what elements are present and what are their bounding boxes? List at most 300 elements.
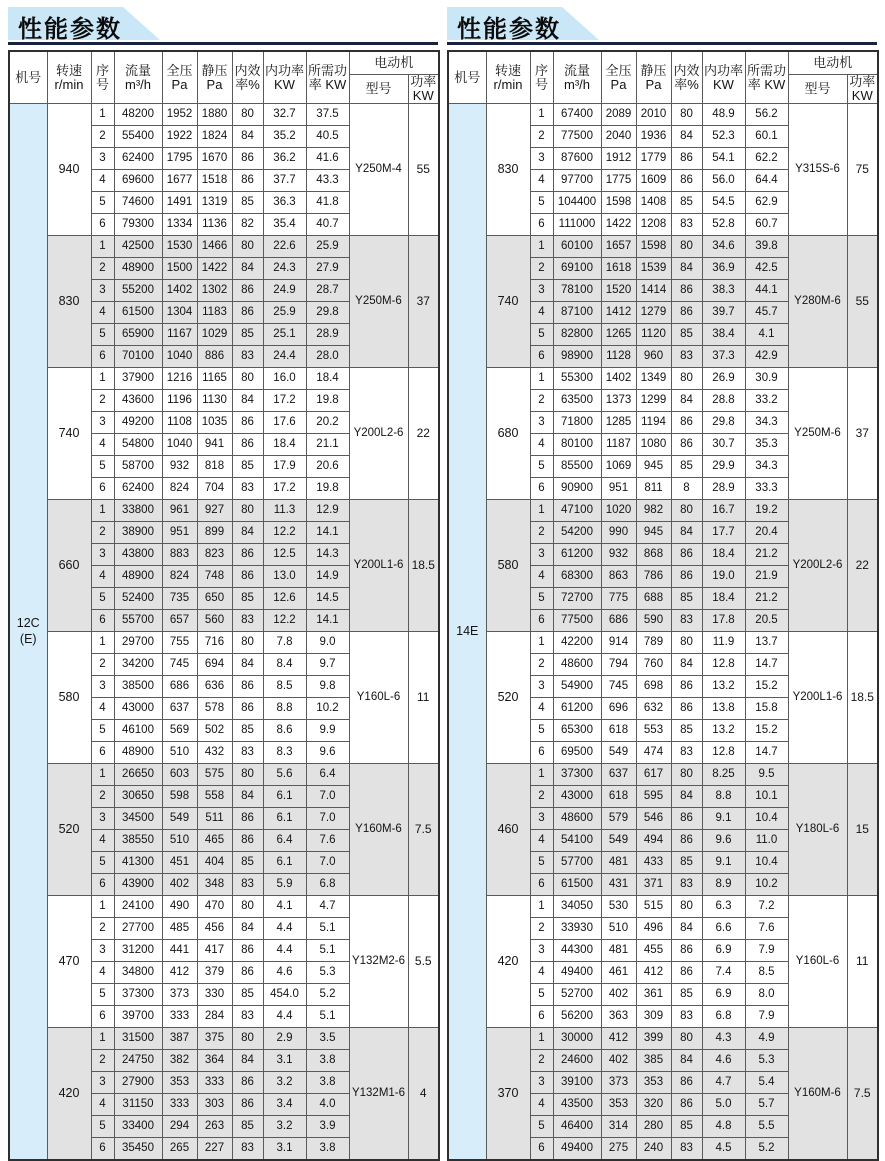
header-speed: 转速 r/min xyxy=(47,51,91,104)
cell-required-power: 10.2 xyxy=(745,874,788,896)
cell-static-pressure: 982 xyxy=(636,500,671,522)
cell-total-pressure: 1618 xyxy=(601,258,636,280)
cell-flow: 31200 xyxy=(114,940,162,962)
cell-required-power: 5.7 xyxy=(745,1094,788,1116)
cell-static-pressure: 2010 xyxy=(636,104,671,126)
cell-required-power: 28.9 xyxy=(306,324,349,346)
cell-efficiency: 86 xyxy=(232,434,263,456)
cell-required-power: 10.4 xyxy=(745,808,788,830)
cell-required-power: 21.1 xyxy=(306,434,349,456)
cell-required-power: 7.6 xyxy=(306,830,349,852)
cell-seq: 2 xyxy=(91,1050,114,1072)
cell-efficiency: 86 xyxy=(671,434,702,456)
cell-internal-power: 28.9 xyxy=(702,478,745,500)
cell-motor-model: Y200L1-6 xyxy=(349,500,408,632)
cell-internal-power: 7.4 xyxy=(702,962,745,984)
cell-seq: 6 xyxy=(91,874,114,896)
cell-efficiency: 80 xyxy=(671,236,702,258)
cell-required-power: 3.8 xyxy=(306,1050,349,1072)
cell-efficiency: 83 xyxy=(232,1006,263,1028)
cell-seq: 1 xyxy=(530,236,553,258)
cell-flow: 35450 xyxy=(114,1138,162,1161)
cell-static-pressure: 303 xyxy=(197,1094,232,1116)
cell-required-power: 62.9 xyxy=(745,192,788,214)
cell-seq: 4 xyxy=(530,698,553,720)
cell-motor-power: 37 xyxy=(408,236,439,368)
cell-required-power: 5.1 xyxy=(306,940,349,962)
cell-efficiency: 86 xyxy=(671,302,702,324)
cell-total-pressure: 990 xyxy=(601,522,636,544)
cell-seq: 3 xyxy=(91,544,114,566)
cell-efficiency: 85 xyxy=(671,1116,702,1138)
cell-efficiency: 80 xyxy=(671,1028,702,1050)
cell-efficiency: 86 xyxy=(232,170,263,192)
cell-efficiency: 86 xyxy=(671,280,702,302)
cell-required-power: 14.9 xyxy=(306,566,349,588)
cell-efficiency: 86 xyxy=(232,962,263,984)
cell-required-power: 5.5 xyxy=(745,1116,788,1138)
cell-required-power: 4.7 xyxy=(306,896,349,918)
cell-static-pressure: 371 xyxy=(636,874,671,896)
cell-internal-power: 7.8 xyxy=(263,632,306,654)
cell-static-pressure: 364 xyxy=(197,1050,232,1072)
cell-seq: 3 xyxy=(530,940,553,962)
cell-flow: 90900 xyxy=(553,478,601,500)
cell-motor-power: 55 xyxy=(847,236,878,368)
cell-flow: 42200 xyxy=(553,632,601,654)
cell-internal-power: 8.4 xyxy=(263,654,306,676)
cell-efficiency: 80 xyxy=(232,368,263,390)
cell-efficiency: 86 xyxy=(671,1094,702,1116)
cell-flow: 38550 xyxy=(114,830,162,852)
cell-flow: 54100 xyxy=(553,830,601,852)
cell-static-pressure: 694 xyxy=(197,654,232,676)
cell-seq: 2 xyxy=(91,390,114,412)
cell-static-pressure: 1349 xyxy=(636,368,671,390)
cell-internal-power: 5.6 xyxy=(263,764,306,786)
cell-total-pressure: 1500 xyxy=(162,258,197,280)
cell-static-pressure: 399 xyxy=(636,1028,671,1050)
cell-static-pressure: 868 xyxy=(636,544,671,566)
cell-total-pressure: 657 xyxy=(162,610,197,632)
cell-static-pressure: 560 xyxy=(197,610,232,632)
cell-flow: 61500 xyxy=(114,302,162,324)
cell-total-pressure: 481 xyxy=(601,852,636,874)
cell-speed: 830 xyxy=(47,236,91,368)
cell-motor-power: 37 xyxy=(847,368,878,500)
cell-total-pressure: 1040 xyxy=(162,346,197,368)
cell-seq: 2 xyxy=(91,522,114,544)
cell-total-pressure: 824 xyxy=(162,478,197,500)
cell-static-pressure: 823 xyxy=(197,544,232,566)
cell-seq: 3 xyxy=(91,808,114,830)
cell-static-pressure: 511 xyxy=(197,808,232,830)
cell-required-power: 14.7 xyxy=(745,654,788,676)
cell-required-power: 9.6 xyxy=(306,742,349,764)
cell-efficiency: 86 xyxy=(232,280,263,302)
cell-internal-power: 4.6 xyxy=(263,962,306,984)
cell-flow: 24100 xyxy=(114,896,162,918)
cell-seq: 6 xyxy=(91,1138,114,1161)
cell-efficiency: 84 xyxy=(232,390,263,412)
cell-efficiency: 8 xyxy=(671,478,702,500)
cell-flow: 57700 xyxy=(553,852,601,874)
cell-flow: 78100 xyxy=(553,280,601,302)
cell-efficiency: 84 xyxy=(232,258,263,280)
cell-flow: 71800 xyxy=(553,412,601,434)
cell-seq: 1 xyxy=(530,764,553,786)
header-speed: 转速 r/min xyxy=(486,51,530,104)
cell-required-power: 20.4 xyxy=(745,522,788,544)
cell-static-pressure: 1183 xyxy=(197,302,232,324)
cell-efficiency: 85 xyxy=(232,456,263,478)
cell-motor-model: Y132M1-6 xyxy=(349,1028,408,1161)
cell-seq: 4 xyxy=(91,170,114,192)
cell-static-pressure: 650 xyxy=(197,588,232,610)
cell-static-pressure: 632 xyxy=(636,698,671,720)
cell-flow: 33930 xyxy=(553,918,601,940)
cell-internal-power: 6.8 xyxy=(702,1006,745,1028)
cell-total-pressure: 932 xyxy=(601,544,636,566)
cell-total-pressure: 549 xyxy=(601,830,636,852)
cell-total-pressure: 481 xyxy=(601,940,636,962)
cell-static-pressure: 1422 xyxy=(197,258,232,280)
cell-static-pressure: 590 xyxy=(636,610,671,632)
cell-internal-power: 24.9 xyxy=(263,280,306,302)
cell-seq: 1 xyxy=(91,236,114,258)
cell-flow: 48200 xyxy=(114,104,162,126)
header-motor: 电动机 xyxy=(349,51,439,75)
cell-total-pressure: 745 xyxy=(601,676,636,698)
cell-static-pressure: 1319 xyxy=(197,192,232,214)
cell-internal-power: 38.3 xyxy=(702,280,745,302)
cell-speed: 740 xyxy=(47,368,91,500)
cell-internal-power: 17.9 xyxy=(263,456,306,478)
cell-seq: 5 xyxy=(530,1116,553,1138)
cell-flow: 27900 xyxy=(114,1072,162,1094)
cell-efficiency: 83 xyxy=(232,742,263,764)
cell-efficiency: 86 xyxy=(671,148,702,170)
cell-flow: 39700 xyxy=(114,1006,162,1028)
cell-flow: 58700 xyxy=(114,456,162,478)
cell-static-pressure: 927 xyxy=(197,500,232,522)
cell-static-pressure: 455 xyxy=(636,940,671,962)
cell-static-pressure: 470 xyxy=(197,896,232,918)
cell-internal-power: 39.7 xyxy=(702,302,745,324)
cell-flow: 26650 xyxy=(114,764,162,786)
header-total-pressure: 全压 Pa xyxy=(162,51,197,104)
cell-internal-power: 22.6 xyxy=(263,236,306,258)
cell-total-pressure: 1334 xyxy=(162,214,197,236)
cell-motor-model: Y132M2-6 xyxy=(349,896,408,1028)
cell-required-power: 41.8 xyxy=(306,192,349,214)
cell-required-power: 7.9 xyxy=(745,940,788,962)
cell-static-pressure: 1279 xyxy=(636,302,671,324)
cell-motor-power: 11 xyxy=(847,896,878,1028)
cell-required-power: 25.9 xyxy=(306,236,349,258)
data-row xyxy=(448,104,878,126)
cell-total-pressure: 402 xyxy=(162,874,197,896)
cell-internal-power: 18.4 xyxy=(702,544,745,566)
cell-static-pressure: 309 xyxy=(636,1006,671,1028)
cell-motor-power: 7.5 xyxy=(408,764,439,896)
cell-internal-power: 4.5 xyxy=(702,1138,745,1161)
cell-required-power: 19.8 xyxy=(306,390,349,412)
data-row xyxy=(9,632,439,654)
cell-total-pressure: 382 xyxy=(162,1050,197,1072)
cell-seq: 1 xyxy=(530,1028,553,1050)
cell-internal-power: 36.9 xyxy=(702,258,745,280)
section-title-block xyxy=(8,5,438,45)
cell-internal-power: 38.4 xyxy=(702,324,745,346)
cell-seq: 5 xyxy=(91,324,114,346)
cell-efficiency: 86 xyxy=(232,412,263,434)
cell-efficiency: 83 xyxy=(671,346,702,368)
cell-seq: 5 xyxy=(530,720,553,742)
cell-static-pressure: 1539 xyxy=(636,258,671,280)
cell-internal-power: 6.3 xyxy=(702,896,745,918)
cell-internal-power: 4.4 xyxy=(263,1006,306,1028)
cell-seq: 4 xyxy=(530,1094,553,1116)
cell-seq: 3 xyxy=(530,412,553,434)
cell-efficiency: 84 xyxy=(671,522,702,544)
header-motor-power: 功率 KW xyxy=(408,75,439,104)
data-row xyxy=(9,104,439,126)
cell-static-pressure: 1598 xyxy=(636,236,671,258)
cell-flow: 37900 xyxy=(114,368,162,390)
cell-total-pressure: 402 xyxy=(601,984,636,1006)
cell-efficiency: 86 xyxy=(671,676,702,698)
cell-static-pressure: 330 xyxy=(197,984,232,1006)
cell-flow: 62400 xyxy=(114,148,162,170)
cell-total-pressure: 579 xyxy=(601,808,636,830)
cell-required-power: 4.9 xyxy=(745,1028,788,1050)
cell-efficiency: 80 xyxy=(671,368,702,390)
header-total-pressure: 全压 Pa xyxy=(601,51,636,104)
cell-efficiency: 85 xyxy=(232,852,263,874)
cell-flow: 55400 xyxy=(114,126,162,148)
cell-internal-power: 52.8 xyxy=(702,214,745,236)
cell-seq: 6 xyxy=(91,610,114,632)
cell-total-pressure: 461 xyxy=(601,962,636,984)
cell-internal-power: 3.2 xyxy=(263,1072,306,1094)
cell-motor-model: Y160M-6 xyxy=(349,764,408,896)
cell-internal-power: 29.9 xyxy=(702,456,745,478)
cell-required-power: 29.8 xyxy=(306,302,349,324)
cell-flow: 77500 xyxy=(553,126,601,148)
cell-required-power: 9.5 xyxy=(745,764,788,786)
cell-total-pressure: 863 xyxy=(601,566,636,588)
cell-seq: 4 xyxy=(91,1094,114,1116)
cell-total-pressure: 932 xyxy=(162,456,197,478)
cell-seq: 3 xyxy=(530,544,553,566)
cell-internal-power: 54.5 xyxy=(702,192,745,214)
cell-flow: 34500 xyxy=(114,808,162,830)
cell-efficiency: 86 xyxy=(232,1094,263,1116)
cell-seq: 3 xyxy=(91,1072,114,1094)
cell-required-power: 21.2 xyxy=(745,588,788,610)
cell-total-pressure: 490 xyxy=(162,896,197,918)
cell-required-power: 33.2 xyxy=(745,390,788,412)
cell-required-power: 30.9 xyxy=(745,368,788,390)
cell-total-pressure: 1402 xyxy=(601,368,636,390)
cell-flow: 69600 xyxy=(114,170,162,192)
cell-efficiency: 86 xyxy=(232,808,263,830)
cell-seq: 3 xyxy=(530,1072,553,1094)
cell-flow: 82800 xyxy=(553,324,601,346)
cell-required-power: 7.2 xyxy=(745,896,788,918)
cell-total-pressure: 1216 xyxy=(162,368,197,390)
cell-seq: 4 xyxy=(530,302,553,324)
cell-seq: 4 xyxy=(91,566,114,588)
cell-internal-power: 6.9 xyxy=(702,940,745,962)
cell-flow: 61200 xyxy=(553,544,601,566)
cell-internal-power: 4.3 xyxy=(702,1028,745,1050)
performance-panel xyxy=(8,5,438,1161)
cell-efficiency: 86 xyxy=(232,940,263,962)
table-header xyxy=(448,51,878,104)
cell-internal-power: 25.9 xyxy=(263,302,306,324)
cell-static-pressure: 1208 xyxy=(636,214,671,236)
cell-required-power: 8.0 xyxy=(745,984,788,1006)
cell-efficiency: 83 xyxy=(232,346,263,368)
cell-internal-power: 4.4 xyxy=(263,918,306,940)
cell-internal-power: 5.9 xyxy=(263,874,306,896)
cell-required-power: 3.8 xyxy=(306,1138,349,1161)
cell-internal-power: 4.8 xyxy=(702,1116,745,1138)
cell-required-power: 42.9 xyxy=(745,346,788,368)
cell-efficiency: 86 xyxy=(671,962,702,984)
cell-seq: 2 xyxy=(530,522,553,544)
cell-internal-power: 17.8 xyxy=(702,610,745,632)
cell-total-pressure: 1196 xyxy=(162,390,197,412)
cell-seq: 6 xyxy=(91,742,114,764)
cell-total-pressure: 1069 xyxy=(601,456,636,478)
cell-seq: 1 xyxy=(91,632,114,654)
cell-seq: 2 xyxy=(91,258,114,280)
cell-required-power: 6.8 xyxy=(306,874,349,896)
cell-static-pressure: 575 xyxy=(197,764,232,786)
cell-required-power: 5.3 xyxy=(306,962,349,984)
cell-motor-power: 75 xyxy=(847,104,878,236)
cell-total-pressure: 1922 xyxy=(162,126,197,148)
cell-flow: 30650 xyxy=(114,786,162,808)
cell-static-pressure: 404 xyxy=(197,852,232,874)
cell-required-power: 3.8 xyxy=(306,1072,349,1094)
cell-required-power: 20.5 xyxy=(745,610,788,632)
cell-required-power: 14.3 xyxy=(306,544,349,566)
cell-total-pressure: 1187 xyxy=(601,434,636,456)
cell-efficiency: 80 xyxy=(671,632,702,654)
cell-efficiency: 84 xyxy=(232,654,263,676)
cell-internal-power: 6.1 xyxy=(263,786,306,808)
cell-efficiency: 84 xyxy=(232,522,263,544)
cell-total-pressure: 485 xyxy=(162,918,197,940)
cell-flow: 62400 xyxy=(114,478,162,500)
cell-internal-power: 454.0 xyxy=(263,984,306,1006)
cell-total-pressure: 412 xyxy=(162,962,197,984)
cell-efficiency: 83 xyxy=(671,214,702,236)
cell-internal-power: 26.9 xyxy=(702,368,745,390)
cell-motor-power: 7.5 xyxy=(847,1028,878,1161)
cell-required-power: 9.0 xyxy=(306,632,349,654)
cell-internal-power: 34.6 xyxy=(702,236,745,258)
cell-total-pressure: 1304 xyxy=(162,302,197,324)
cell-internal-power: 54.1 xyxy=(702,148,745,170)
cell-seq: 5 xyxy=(91,720,114,742)
cell-static-pressure: 960 xyxy=(636,346,671,368)
cell-required-power: 12.9 xyxy=(306,500,349,522)
cell-internal-power: 35.2 xyxy=(263,126,306,148)
cell-required-power: 21.2 xyxy=(745,544,788,566)
cell-flow: 37300 xyxy=(114,984,162,1006)
cell-total-pressure: 745 xyxy=(162,654,197,676)
header-seq: 序 号 xyxy=(91,51,114,104)
cell-efficiency: 86 xyxy=(671,808,702,830)
cell-efficiency: 86 xyxy=(671,698,702,720)
cell-internal-power: 3.2 xyxy=(263,1116,306,1138)
cell-required-power: 19.8 xyxy=(306,478,349,500)
cell-total-pressure: 1020 xyxy=(601,500,636,522)
cell-seq: 2 xyxy=(530,654,553,676)
cell-required-power: 39.8 xyxy=(745,236,788,258)
cell-internal-power: 6.4 xyxy=(263,830,306,852)
cell-total-pressure: 333 xyxy=(162,1094,197,1116)
cell-flow: 44300 xyxy=(553,940,601,962)
cell-internal-power: 52.3 xyxy=(702,126,745,148)
cell-motor-model: Y250M-6 xyxy=(349,236,408,368)
cell-total-pressure: 686 xyxy=(601,610,636,632)
cell-speed: 830 xyxy=(486,104,530,236)
cell-internal-power: 5.0 xyxy=(702,1094,745,1116)
cell-internal-power: 36.3 xyxy=(263,192,306,214)
cell-flow: 52700 xyxy=(553,984,601,1006)
cell-static-pressure: 1466 xyxy=(197,236,232,258)
cell-required-power: 5.2 xyxy=(306,984,349,1006)
cell-seq: 1 xyxy=(530,104,553,126)
cell-flow: 42500 xyxy=(114,236,162,258)
cell-flow: 52400 xyxy=(114,588,162,610)
cell-static-pressure: 1880 xyxy=(197,104,232,126)
cell-efficiency: 80 xyxy=(232,896,263,918)
cell-required-power: 14.1 xyxy=(306,610,349,632)
cell-flow: 79300 xyxy=(114,214,162,236)
cell-static-pressure: 1029 xyxy=(197,324,232,346)
cell-internal-power: 12.2 xyxy=(263,522,306,544)
cell-efficiency: 84 xyxy=(671,390,702,412)
cell-static-pressure: 716 xyxy=(197,632,232,654)
cell-motor-power: 18.5 xyxy=(847,632,878,764)
cell-efficiency: 85 xyxy=(671,192,702,214)
cell-flow: 43900 xyxy=(114,874,162,896)
cell-total-pressure: 275 xyxy=(601,1138,636,1161)
cell-total-pressure: 1128 xyxy=(601,346,636,368)
cell-motor-model: Y200L1-6 xyxy=(788,632,847,764)
cell-total-pressure: 333 xyxy=(162,1006,197,1028)
cell-seq: 3 xyxy=(91,280,114,302)
cell-required-power: 27.9 xyxy=(306,258,349,280)
cell-total-pressure: 265 xyxy=(162,1138,197,1161)
cell-seq: 5 xyxy=(530,192,553,214)
cell-flow: 48900 xyxy=(114,566,162,588)
cell-seq: 2 xyxy=(91,786,114,808)
cell-required-power: 7.0 xyxy=(306,808,349,830)
cell-required-power: 21.9 xyxy=(745,566,788,588)
cell-total-pressure: 824 xyxy=(162,566,197,588)
cell-required-power: 18.4 xyxy=(306,368,349,390)
cell-seq: 1 xyxy=(530,896,553,918)
cell-required-power: 3.9 xyxy=(306,1116,349,1138)
